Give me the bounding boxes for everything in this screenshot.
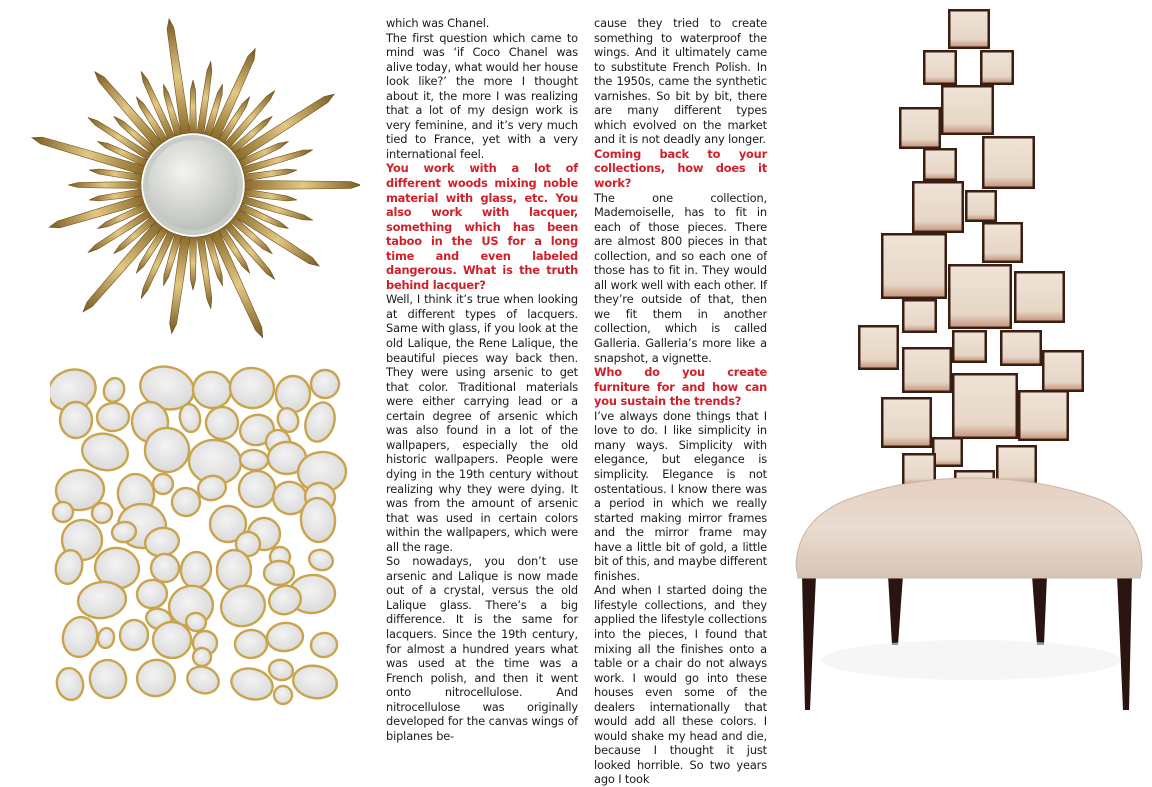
- pebble-mirror: [190, 369, 234, 412]
- sunburst-ray: [245, 181, 360, 190]
- chair-panel-cushion: [999, 448, 1035, 484]
- body-paragraph: And when I started doing the lifestyle collections, and they applied the lifestyle collections into the pieces, I found that mixing all the finishes onto a table or a chair do not always work. I would go into these houses even some of the dealers internationally that would add all these colors. I would shake my head and die, because I thought it just looked horrible. So two years ago I took: [594, 583, 767, 787]
- pebble-mirror: [216, 549, 251, 590]
- chair-panel-cushion: [944, 88, 992, 133]
- chair-panel-cushion: [1045, 353, 1082, 390]
- chair-panel-cushion: [1021, 393, 1067, 439]
- pebble-mirror: [203, 404, 241, 442]
- pebble-group: [50, 362, 347, 705]
- pebble-mirror: [96, 402, 130, 432]
- chair-leg: [888, 575, 903, 645]
- pebble-mirror: [132, 655, 179, 701]
- body-paragraph: So nowadays, you don’t use arsenic and Lalique is now made out of a crystal, versus the old Lalique glass. There’s a big difference. It is the same for lacquers. Since the 19th century, for almost a hundred years what was used at the time was a French polish, and then it went onto nitrocellulose. And nitrocellulose was originally developed for the canvas wings of biplanes be-: [386, 554, 578, 743]
- chair-panel-cushion: [935, 440, 961, 465]
- chair-panel-cushion: [861, 328, 897, 368]
- sunburst-ray: [91, 69, 162, 149]
- chair-panel-cushion: [1003, 333, 1040, 364]
- pebble-mirror: [239, 449, 268, 470]
- chair-panel-cushion: [926, 151, 955, 179]
- chair-seat: [796, 478, 1142, 578]
- sunburst-ray: [190, 80, 197, 133]
- pebble-mirror: [119, 619, 150, 652]
- article-column-2: [594, 16, 767, 787]
- pebble-mirror: [311, 370, 340, 399]
- pebble-mirror: [234, 466, 279, 511]
- sunburst-ray: [190, 237, 197, 290]
- pebble-mirror: [227, 365, 276, 411]
- chair-image: [786, 0, 1152, 720]
- chair-panel-cushion: [985, 139, 1033, 187]
- pebble-mirror: [184, 662, 223, 697]
- mirror-glass: [148, 140, 238, 230]
- chair-panel-cushion: [968, 193, 995, 220]
- body-paragraph: which was Chanel.: [386, 16, 490, 30]
- pebble-mirror: [86, 656, 131, 702]
- pebble-mirror: [266, 621, 305, 653]
- body-paragraph: Well, I think it’s true when looking at different types of lacquers. Same with glass, if you look at the old Lalique, the Rene Lalique, the beautiful pieces way back then. They were using arsenic to get that color. Traditional materials were either carrying lead or a certain degree of arsenic which was also found in a lot of the wallpapers, especially the old historic wallpapers. People were dying in the 19th century without realizing why they were dying. It was from the amount of arsenic that was used in certain colors within the wallpapers, which were all the rage.: [386, 292, 578, 554]
- sunburst-ray: [68, 182, 141, 189]
- pebble-mirror: [264, 561, 294, 586]
- chair-leg: [1117, 575, 1132, 710]
- chair-leg: [1032, 575, 1047, 645]
- body-paragraph: The one collection, Mademoiselle, has to fit in each of those pieces. There are almost 800 pieces in that collection, and so each one of those has to fit in. They would all work well with each other. If they’re outside of that, then we fit them in another collection, which is called Galleria. Galleria’s more like a snapshot, a vignette.: [594, 190, 767, 365]
- pebble-mirror: [274, 375, 311, 414]
- chair-panel-cushion: [902, 110, 939, 147]
- chair-seat-piping: [797, 574, 1140, 578]
- chair-panel-cushion: [985, 225, 1021, 261]
- sunburst-mirror-image: [15, 5, 360, 360]
- chair-panel-cushion: [926, 53, 955, 83]
- chair-panel-cushion: [884, 400, 930, 446]
- chair-panel-cushion: [905, 350, 950, 391]
- sunburst-ray: [80, 221, 163, 315]
- pebble-mirror: [101, 376, 127, 405]
- sunburst-ray: [165, 18, 190, 134]
- pebble-mirror: [59, 614, 101, 660]
- chair-leg: [802, 575, 816, 710]
- interview-question: Who do you create furniture for and how can you sustain the trends?: [594, 365, 767, 409]
- pebble-mirror: [179, 551, 212, 589]
- pebble-mirror: [54, 666, 86, 703]
- pebble-mirror: [234, 629, 267, 659]
- pebble-mirror: [309, 631, 338, 659]
- pebble-mirror: [171, 487, 201, 517]
- chair-panel-cushion: [1017, 274, 1063, 321]
- pebble-mirror: [178, 402, 203, 433]
- chair-back-panels: [858, 9, 1084, 487]
- pebble-mirror: [291, 662, 340, 701]
- chair-panel-cushion: [915, 184, 962, 231]
- body-paragraph: The first question which came to mind was ‘if Coco Chanel was alive today, what would her house look like?’ the more I thought about it, the more I was realizing that a lot of my design work is very feminine, and it’s very much tied to France, yet with a very international feel.: [386, 30, 578, 161]
- chair-panel-cushion: [951, 12, 988, 47]
- pebble-mirror: [152, 621, 192, 659]
- chair-panel-cushion: [951, 267, 1010, 327]
- pebble-mirror: [273, 685, 293, 705]
- chair-panel-cushion: [955, 333, 985, 361]
- sunburst-ray: [234, 90, 336, 160]
- pebble-mirror: [307, 547, 336, 573]
- chair-shadow: [821, 640, 1121, 680]
- interview-question: Coming back to your collections, how does it work?: [594, 146, 767, 191]
- pebble-mirror: [216, 581, 269, 632]
- sunburst-ray: [211, 230, 267, 339]
- pebble-mirror: [79, 430, 131, 475]
- pebble-mirror: [97, 627, 116, 649]
- chair-panel-cushion: [955, 376, 1016, 437]
- chair-panel-cushion: [905, 302, 935, 331]
- pebble-mirror-image: [50, 362, 350, 717]
- body-paragraph: I’ve always done things that I love to do. I like simplicity in many ways. Simplicity with elegance, but elegance is simplicity. Elegance is not ostentatious. I know there was a period in which we really started making mirror frames and the mirror frame may have a little bit of gold, a little bit of this, and maybe different finishes.: [594, 408, 767, 583]
- interview-question: You work with a lot of different woods mixing noble material with glass, etc. You also work with lacquer, something which has been taboo in the US for a long time and even labeled dangerous. What is the truth behind lacquer?: [386, 161, 578, 292]
- chair-panel-cushion: [983, 53, 1012, 83]
- pebble-mirror: [60, 402, 93, 439]
- article-column-1: [386, 16, 578, 743]
- pebble-mirror: [192, 647, 211, 666]
- body-paragraph: cause they tried to create something to waterproof the wings. And it ultimately came to substitute French Polish. In the 1950s, came the synthetic varnishes. So bit by bit, there are many different types which evolved on the market and it is not deadly any longer.: [594, 16, 767, 147]
- chair-panel-cushion: [884, 236, 945, 297]
